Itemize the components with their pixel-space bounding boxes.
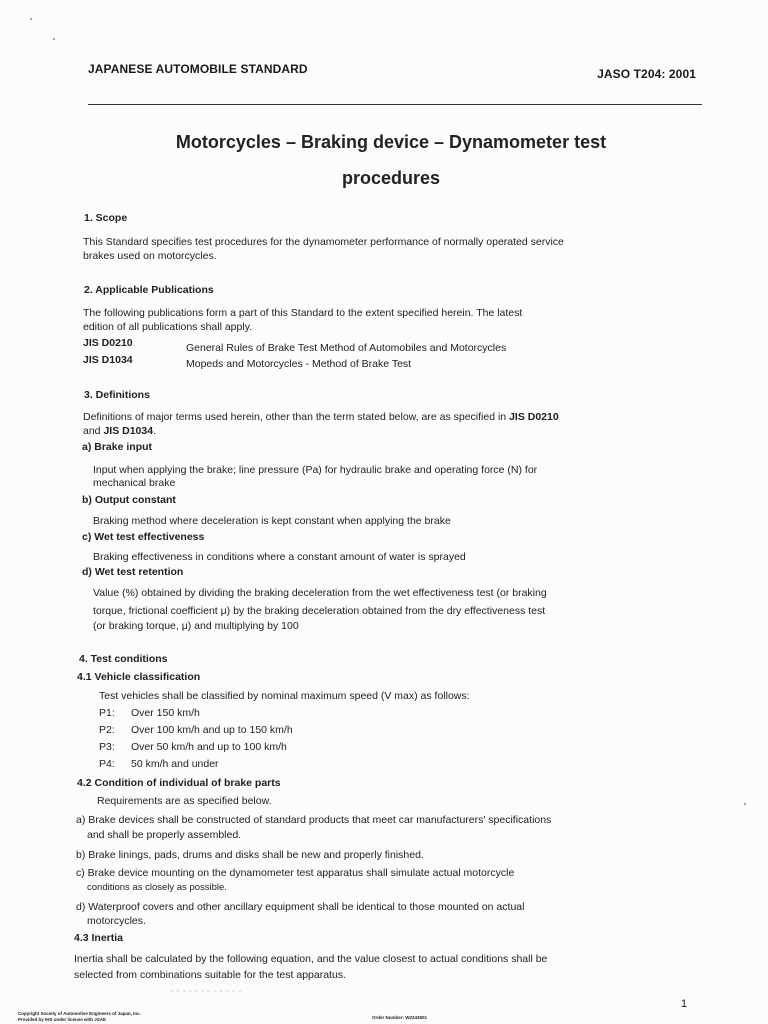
body-text: Inertia shall be calculated by the following equation, and the value closest to actual conditions shall be (74, 953, 548, 965)
definitions-intro-text: and (83, 425, 104, 437)
body-text: The following publications form a part of this Standard to the extent specified herein. The latest (83, 307, 523, 319)
scan-speck (53, 38, 55, 40)
definition-term: c) Wet test effectiveness (82, 531, 205, 543)
section-heading-publications: 2. Applicable Publications (84, 284, 214, 296)
class-desc: 50 km/h and under (131, 758, 219, 770)
footer-copyright: Copyright Society of Automotive Engineers of Japan, Inc. (18, 1011, 141, 1016)
header-standard-code: JASO T204: 2001 (597, 67, 696, 81)
reference-code-inline: JIS D0210 (509, 411, 559, 423)
body-text: c) Brake device mounting on the dynamometer test apparatus shall simulate actual motorcycle (76, 867, 515, 879)
footer-order-number: Order Number: W2343501 (372, 1015, 428, 1020)
definitions-intro-text: Definitions of major terms used herein, other than the term stated below, are as specified in (83, 411, 510, 423)
definition-term: b) Output constant (82, 494, 176, 506)
class-desc: Over 100 km/h and up to 150 km/h (131, 724, 293, 736)
class-desc: Over 150 km/h (131, 707, 200, 719)
body-text: a) Brake devices shall be constructed of standard products that meet car manufacturers' specifications (76, 814, 552, 826)
section-heading-scope: 1. Scope (84, 212, 128, 224)
section-heading-definitions: 3. Definitions (84, 389, 150, 401)
body-text: motorcycles. (87, 915, 146, 927)
faint-scan-mark: ~ ~ ~ ~ ~ ~ ~ ~ ~ ~ ~ ~ (170, 989, 242, 995)
reference-code-inline: JIS D1034 (103, 425, 154, 437)
subsection-heading: 4.3 Inertia (74, 932, 124, 944)
reference-code: JIS D1034 (83, 354, 133, 366)
body-text: and shall be properly assembled. (87, 829, 242, 841)
body-text (83, 424, 156, 438)
definition-text: torque, frictional coefficient μ) by the braking deceleration obtained from the dry effectiveness test (93, 605, 546, 617)
scan-speck (744, 803, 746, 805)
scan-speck (30, 18, 32, 20)
header-rule (88, 104, 702, 105)
subsection-heading: 4.2 Condition of individual of brake parts (77, 777, 281, 789)
reference-title: General Rules of Brake Test Method of Automobiles and Motorcycles (186, 342, 507, 354)
body-text: b) Brake linings, pads, drums and disks shall be new and properly finished. (76, 849, 424, 861)
definition-text: Braking method where deceleration is kept constant when applying the brake (93, 515, 451, 527)
definition-text: Input when applying the brake; line pressure (Pa) for hydraulic brake and operating force (N) for (93, 464, 538, 476)
class-code: P4: (99, 758, 115, 770)
body-text: brakes used on motorcycles. (83, 250, 217, 262)
body-text: Test vehicles shall be classified by nominal maximum speed (V max) as follows: (99, 690, 470, 702)
definition-term: d) Wet test retention (82, 566, 184, 578)
definitions-intro-text: . (153, 425, 156, 437)
class-code: P2: (99, 724, 115, 736)
footer-license: Provided by IHS under license with JSAE (18, 1017, 107, 1022)
page-number: 1 (681, 998, 688, 1010)
subsection-heading: 4.1 Vehicle classification (77, 671, 201, 683)
definition-text: Braking effectiveness in conditions where a constant amount of water is sprayed (93, 551, 466, 563)
body-text: edition of all publications shall apply. (83, 321, 253, 333)
definition-text: Value (%) obtained by dividing the braking deceleration from the wet effectiveness test (or braking (93, 587, 547, 599)
class-code: P3: (99, 741, 115, 753)
reference-code: JIS D0210 (83, 337, 133, 349)
page-title-line1: Motorcycles – Braking device – Dynamometer test (175, 132, 607, 152)
page-title-line2: procedures (341, 168, 441, 188)
body-text: selected from combinations suitable for the test apparatus. (74, 969, 346, 981)
header-org: JAPANESE AUTOMOBILE STANDARD (88, 62, 308, 76)
definition-text: mechanical brake (93, 477, 176, 489)
definition-text: (or braking torque, μ) and multiplying by 100 (93, 620, 299, 632)
body-text: This Standard specifies test procedures for the dynamometer performance of normally operated service (83, 236, 564, 248)
class-desc: Over 50 km/h and up to 100 km/h (131, 741, 287, 753)
body-text: d) Waterproof covers and other ancillary equipment shall be identical to those mounted on actual (76, 901, 525, 913)
body-text: Requirements are as specified below. (97, 795, 272, 807)
section-heading-test-conditions: 4. Test conditions (79, 653, 168, 665)
body-text: conditions as closely as possible. (87, 882, 227, 893)
reference-title: Mopeds and Motorcycles - Method of Brake Test (186, 358, 412, 370)
definition-term: a) Brake input (82, 441, 153, 453)
class-code: P1: (99, 707, 115, 719)
body-text (83, 410, 559, 424)
